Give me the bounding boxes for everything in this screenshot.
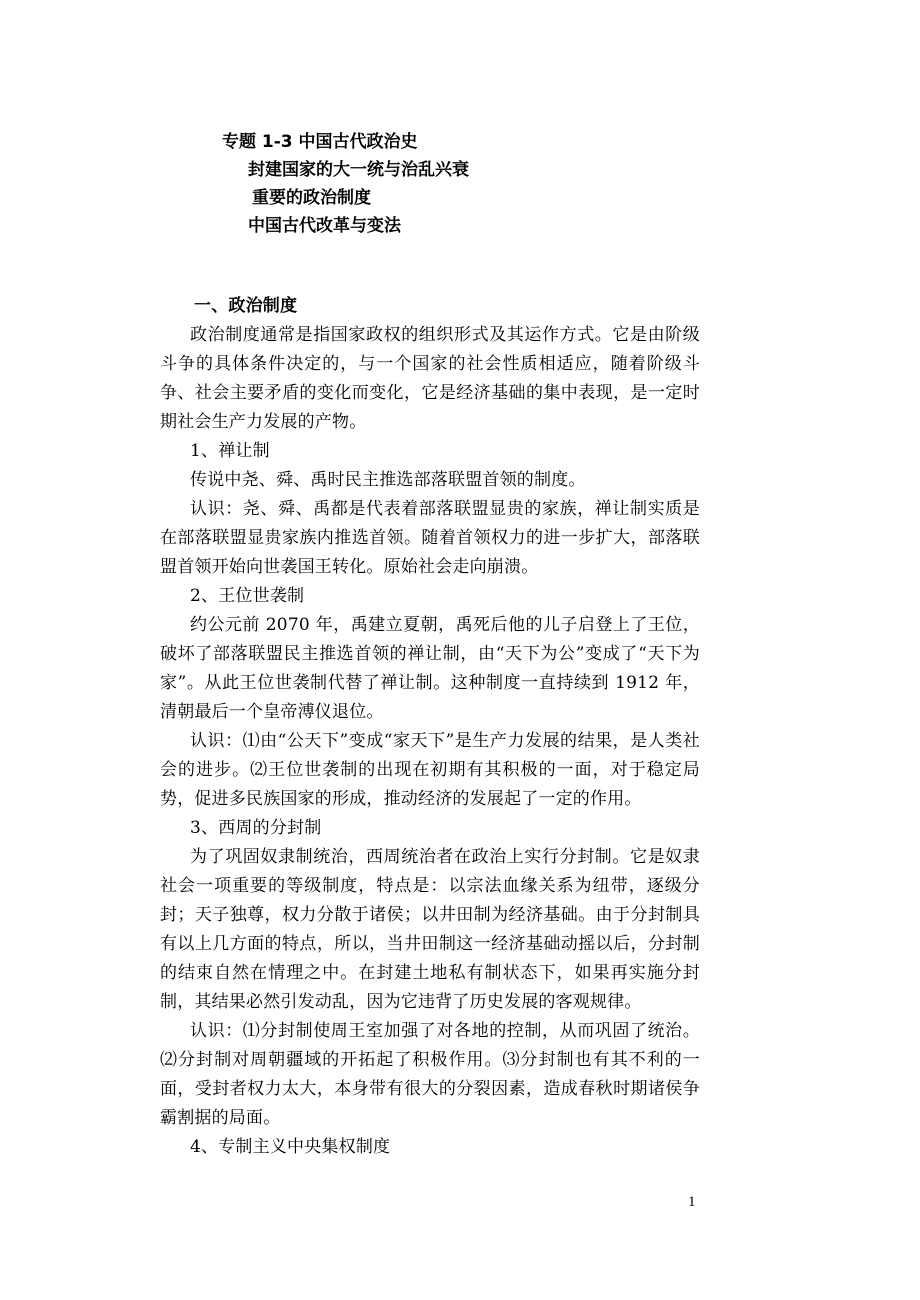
item-1-title: 1、禅让制 — [190, 441, 270, 461]
item-3-title: 3、西周的分封制 — [190, 818, 322, 838]
section-title: 一、政治制度 — [194, 296, 298, 316]
intro-paragraph: 政治制度通常是指国家政权的组织形式及其运作方式。它是由阶级斗争的具体条件决定的，与一个国家的社会性质相适应，随着阶级斗争、社会主要矛盾的变化而变化，它是经济基础的集中表现，是一定时期社会生产力发展的产物。 — [160, 325, 700, 432]
item-1-paragraph-1: 传说中尧、舜、禹时民主推选部落联盟首领的制度。 — [190, 470, 586, 490]
page-number: 1 — [688, 1194, 696, 1210]
item-3-paragraph-2: 认识：⑴分封制使周王室加强了对各地的控制，从而巩固了统治。⑵分封制对周朝疆域的开拓起了积极作用。⑶分封制也有其不利的一面，受封者权力太大，本身带有很大的分裂因素，造成春秋时期诸侯争霸割据的局面。 — [160, 1021, 700, 1128]
subtopic-3: 中国古代改革与变法 — [248, 216, 401, 236]
item-3-paragraph-1: 为了巩固奴隶制统治，西周统治者在政治上实行分封制。它是奴隶社会一项重要的等级制度，特点是：以宗法血缘关系为纽带，逐级分封；天子独尊，权力分散于诸侯；以井田制为经济基础。由于分封制具有以上几方面的特点，所以，当井田制这一经济基础动摇以后，分封制的结束自然在情理之中。在封建土地私有制状态下，如果再实施分封制，其结果必然引发动乱，因为它违背了历史发展的客观规律。 — [160, 847, 700, 1012]
item-2-paragraph-2: 认识：⑴由“公天下”变成“家天下”是生产力发展的结果，是人类社会的进步。⑵王位世袭制的出现在初期有其积极的一面，对于稳定局势，促进多民族国家的形成，推动经济的发展起了一定的作用。 — [160, 731, 700, 809]
item-1-paragraph-2: 认识：尧、舜、禹都是代表着部落联盟显贵的家族，禅让制实质是在部落联盟显贵家族内推选首领。随着首领权力的进一步扩大，部落联盟首领开始向世袭国王转化。原始社会走向崩溃。 — [160, 499, 700, 577]
item-4-title: 4、专制主义中央集权制度 — [190, 1137, 391, 1157]
body-text — [160, 292, 700, 1162]
subtopic-2: 重要的政治制度 — [252, 188, 371, 208]
subtopic-1: 封建国家的大一统与治乱兴衰 — [248, 160, 469, 180]
item-2-title: 2、王位世袭制 — [190, 586, 305, 606]
topic-title: 专题 1-3 中国古代政治史 — [222, 132, 418, 152]
item-2-paragraph-1: 约公元前 2070 年，禹建立夏朝，禹死后他的儿子启登上了王位，破坏了部落联盟民主推选首领的禅让制，由“天下为公”变成了“天下为家”。从此王位世袭制代替了禅让制。这种制度一直持续到 1912 年，清朝最后一个皇帝溥仪退位。 — [160, 615, 700, 722]
